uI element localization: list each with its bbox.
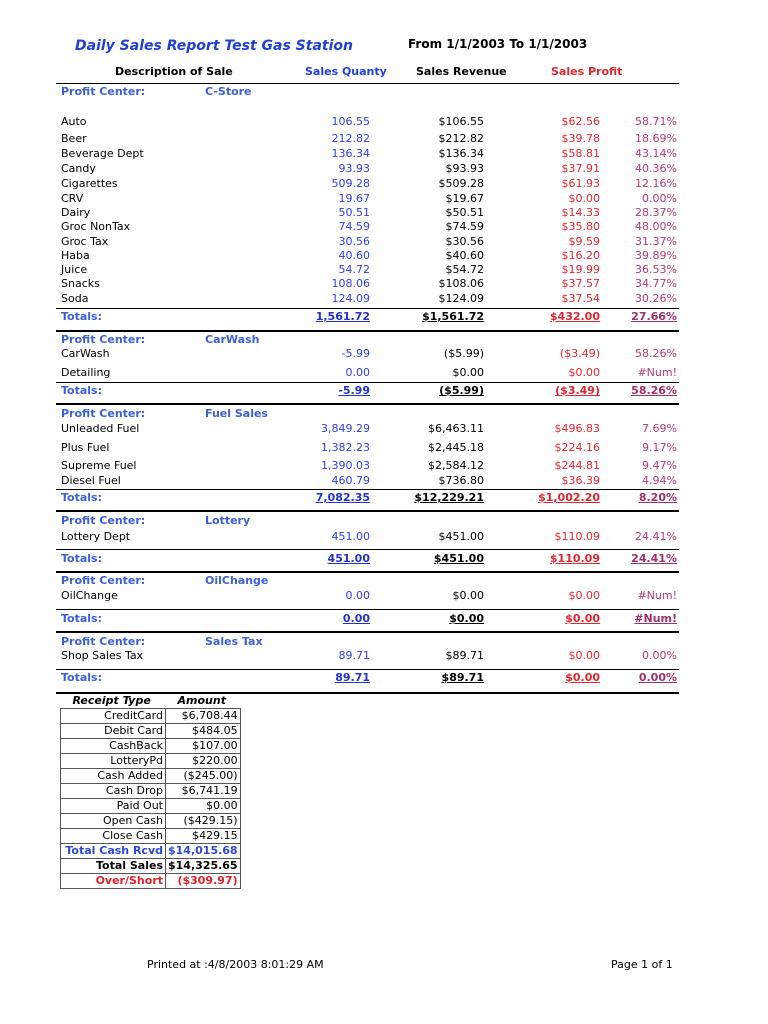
page-number: Page 1 of 1 [611, 958, 673, 971]
section-divider [56, 571, 679, 573]
totals-top-divider [56, 549, 679, 550]
sale-description: Groc NonTax [61, 220, 131, 233]
total-quantity: 451.00 [327, 552, 370, 565]
sales-quantity: 93.93 [338, 162, 370, 175]
sales-revenue: $6,463.11 [428, 422, 484, 435]
table-row [0, 263, 768, 277]
receipt-amount: ($245.00) [166, 769, 241, 784]
profit-percent: 39.89% [635, 249, 677, 262]
receipt-type: CreditCard [61, 709, 166, 724]
sales-quantity: 30.56 [338, 235, 370, 248]
profit-center-name: C-Store [205, 85, 252, 98]
sale-description: CRV [61, 192, 84, 205]
profit-percent: 58.26% [635, 347, 677, 360]
sales-profit: ($3.49) [559, 347, 600, 360]
receipt-row [61, 814, 241, 829]
sales-revenue: $124.09 [438, 292, 484, 305]
total-percent: 27.66% [631, 310, 677, 323]
profit-center-name: CarWash [205, 333, 260, 346]
sales-revenue: $0.00 [452, 589, 484, 602]
sales-profit: $224.16 [554, 441, 600, 454]
profit-center-row [0, 333, 768, 347]
receipt-row [61, 739, 241, 754]
sale-description: Cigarettes [61, 177, 118, 190]
total-cash-received-label: Total Cash Rcvd [61, 844, 166, 859]
section-divider [56, 510, 679, 512]
profit-center-row [0, 574, 768, 588]
sale-description: Haba [61, 249, 90, 262]
date-range: From 1/1/2003 To 1/1/2003 [408, 37, 588, 51]
total-percent: 0.00% [638, 671, 677, 684]
total-revenue: $89.71 [441, 671, 484, 684]
receipt-amount: $0.00 [166, 799, 241, 814]
total-profit: $432.00 [549, 310, 600, 323]
profit-center-label: Profit Center: [61, 333, 146, 346]
sales-quantity: 89.71 [338, 649, 370, 662]
table-row [0, 235, 768, 249]
sales-quantity: 136.34 [331, 147, 370, 160]
profit-center-row [0, 635, 768, 649]
totals-top-divider [56, 308, 679, 309]
table-row [0, 249, 768, 263]
total-percent: #Num! [634, 612, 677, 625]
profit-percent: 9.47% [642, 459, 677, 472]
sales-quantity: 74.59 [338, 220, 370, 233]
table-row [0, 474, 768, 488]
profit-center-label: Profit Center: [61, 635, 146, 648]
sale-description: Unleaded Fuel [61, 422, 140, 435]
table-row [0, 177, 768, 191]
receipt-row [61, 769, 241, 784]
sale-description: Lottery Dept [61, 530, 131, 543]
table-row [0, 132, 768, 146]
total-profit: $0.00 [565, 671, 600, 684]
section-divider [56, 330, 679, 332]
table-row [0, 115, 768, 129]
sales-profit: $62.56 [561, 115, 600, 128]
sales-profit: $61.93 [561, 177, 600, 190]
sales-quantity: 54.72 [338, 263, 370, 276]
sale-description: Beverage Dept [61, 147, 144, 160]
totals-top-divider [56, 609, 679, 610]
table-row [0, 366, 768, 380]
sales-revenue: $40.60 [445, 249, 484, 262]
printed-timestamp: Printed at :4/8/2003 8:01:29 AM [147, 958, 324, 971]
sales-quantity: 451.00 [331, 530, 370, 543]
table-row [0, 277, 768, 291]
sales-revenue: $106.55 [438, 115, 484, 128]
sales-quantity: 1,390.03 [321, 459, 370, 472]
sales-quantity: 0.00 [345, 366, 370, 379]
total-quantity: 89.71 [335, 671, 370, 684]
sale-description: Dairy [61, 206, 91, 219]
table-row [0, 147, 768, 161]
col-header-description: Description of Sale [115, 65, 233, 78]
col-header-revenue: Sales Revenue [416, 65, 507, 78]
profit-percent: 18.69% [635, 132, 677, 145]
sales-profit: $0.00 [568, 366, 600, 379]
over-short-label: Over/Short [61, 874, 166, 889]
sale-description: Snacks [61, 277, 100, 290]
receipt-row [61, 799, 241, 814]
sales-profit: $0.00 [568, 192, 600, 205]
profit-percent: 31.37% [635, 235, 677, 248]
profit-percent: 58.71% [635, 115, 677, 128]
profit-percent: 48.00% [635, 220, 677, 233]
sales-profit: $16.20 [561, 249, 600, 262]
sales-revenue: $212.82 [438, 132, 484, 145]
profit-percent: 7.69% [642, 422, 677, 435]
total-cash-received-row [61, 844, 241, 859]
totals-label: Totals: [61, 612, 102, 625]
sale-description: Juice [61, 263, 88, 276]
receipt-amount: $6,708.44 [166, 709, 241, 724]
receipt-amount: $484.05 [166, 724, 241, 739]
receipt-amount: $107.00 [166, 739, 241, 754]
report-title: Daily Sales Report Test Gas Station [75, 38, 353, 54]
sale-description: Beer [61, 132, 87, 145]
profit-center-label: Profit Center: [61, 514, 146, 527]
sales-revenue: $451.00 [438, 530, 484, 543]
sales-profit: $19.99 [561, 263, 600, 276]
totals-label: Totals: [61, 671, 102, 684]
total-profit: ($3.49) [555, 384, 600, 397]
receipt-table [60, 694, 241, 889]
sales-revenue: $93.93 [445, 162, 484, 175]
profit-center-row [0, 407, 768, 421]
profit-percent: 9.17% [642, 441, 677, 454]
sales-profit: $244.81 [554, 459, 600, 472]
table-row [0, 206, 768, 220]
sales-quantity: 50.51 [338, 206, 370, 219]
sales-quantity: 509.28 [331, 177, 370, 190]
sales-quantity: 3,849.29 [321, 422, 370, 435]
receipt-type: Paid Out [61, 799, 166, 814]
sales-revenue: $54.72 [445, 263, 484, 276]
sales-quantity: 1,382.23 [321, 441, 370, 454]
sales-quantity: -5.99 [341, 347, 370, 360]
profit-center-name: Sales Tax [205, 635, 263, 648]
sales-quantity: 106.55 [331, 115, 370, 128]
profit-center-label: Profit Center: [61, 574, 146, 587]
receipt-amount: $429.15 [166, 829, 241, 844]
table-row [0, 649, 768, 663]
profit-center-label: Profit Center: [61, 407, 146, 420]
profit-percent: #Num! [637, 589, 677, 602]
totals-row [0, 612, 768, 626]
sale-description: Diesel Fuel [61, 474, 121, 487]
receipt-amount: $6,741.19 [166, 784, 241, 799]
receipt-row [61, 829, 241, 844]
profit-percent: 34.77% [635, 277, 677, 290]
totals-row [0, 552, 768, 566]
total-revenue: $0.00 [449, 612, 484, 625]
totals-top-divider [56, 669, 679, 670]
profit-percent: 28.37% [635, 206, 677, 219]
totals-label: Totals: [61, 552, 102, 565]
total-percent: 58.26% [631, 384, 677, 397]
sales-revenue: $19.67 [445, 192, 484, 205]
profit-percent: 0.00% [642, 649, 677, 662]
table-row [0, 530, 768, 544]
profit-percent: #Num! [637, 366, 677, 379]
receipt-amount: ($429.15) [166, 814, 241, 829]
sales-revenue: $74.59 [445, 220, 484, 233]
table-row [0, 422, 768, 436]
profit-percent: 12.16% [635, 177, 677, 190]
total-revenue: $12,229.21 [414, 491, 484, 504]
receipt-type: Cash Added [61, 769, 166, 784]
table-row [0, 589, 768, 603]
totals-top-divider [56, 489, 679, 490]
sales-quantity: 108.06 [331, 277, 370, 290]
sales-revenue: $108.06 [438, 277, 484, 290]
sales-revenue: $136.34 [438, 147, 484, 160]
profit-center-row [0, 514, 768, 528]
profit-center-label: Profit Center: [61, 85, 146, 98]
table-row [0, 292, 768, 306]
receipt-type: CashBack [61, 739, 166, 754]
receipt-amount: $220.00 [166, 754, 241, 769]
profit-percent: 0.00% [642, 192, 677, 205]
total-revenue: $1,561.72 [422, 310, 484, 323]
totals-top-divider [56, 382, 679, 383]
totals-row [0, 310, 768, 324]
sale-description: Groc Tax [61, 235, 109, 248]
total-revenue: ($5.99) [439, 384, 484, 397]
sales-profit: $36.39 [561, 474, 600, 487]
profit-percent: 40.36% [635, 162, 677, 175]
table-row [0, 220, 768, 234]
sales-profit: $37.54 [561, 292, 600, 305]
sales-revenue: $736.80 [438, 474, 484, 487]
sales-quantity: 40.60 [338, 249, 370, 262]
profit-percent: 4.94% [642, 474, 677, 487]
totals-label: Totals: [61, 310, 102, 323]
receipt-col-type: Receipt Type [72, 694, 151, 707]
total-cash-received-amount: $14,015.68 [166, 844, 241, 859]
profit-percent: 24.41% [635, 530, 677, 543]
sales-profit: $496.83 [554, 422, 600, 435]
sales-profit: $14.33 [561, 206, 600, 219]
receipt-type: LotteryPd [61, 754, 166, 769]
profit-center-name: Fuel Sales [205, 407, 268, 420]
sale-description: Plus Fuel [61, 441, 110, 454]
sales-revenue: $0.00 [452, 366, 484, 379]
sales-revenue: $2,445.18 [428, 441, 484, 454]
sale-description: CarWash [61, 347, 110, 360]
receipt-row [61, 709, 241, 724]
table-row [0, 441, 768, 455]
sales-profit: $39.78 [561, 132, 600, 145]
sales-revenue: $50.51 [445, 206, 484, 219]
section-divider [56, 403, 679, 405]
total-quantity: 7,082.35 [315, 491, 370, 504]
totals-label: Totals: [61, 491, 102, 504]
sales-quantity: 460.79 [331, 474, 370, 487]
total-percent: 24.41% [631, 552, 677, 565]
sales-profit: $58.81 [561, 147, 600, 160]
sale-description: OilChange [61, 589, 118, 602]
receipt-col-amount: Amount [177, 694, 226, 707]
profit-percent: 30.26% [635, 292, 677, 305]
sale-description: Detailing [61, 366, 111, 379]
totals-row [0, 384, 768, 398]
total-sales-label: Total Sales [61, 859, 166, 874]
sales-profit: $35.80 [561, 220, 600, 233]
sales-profit: $0.00 [568, 649, 600, 662]
totals-row [0, 491, 768, 505]
sales-revenue: $89.71 [445, 649, 484, 662]
table-row [0, 347, 768, 361]
receipt-row [61, 754, 241, 769]
total-percent: 8.20% [638, 491, 677, 504]
receipt-type: Open Cash [61, 814, 166, 829]
totals-row [0, 671, 768, 685]
sales-quantity: 212.82 [331, 132, 370, 145]
receipt-type: Debit Card [61, 724, 166, 739]
sales-quantity: 19.67 [338, 192, 370, 205]
total-profit: $0.00 [565, 612, 600, 625]
total-quantity: -5.99 [338, 384, 370, 397]
sale-description: Candy [61, 162, 96, 175]
profit-center-name: Lottery [205, 514, 251, 527]
sales-revenue: $30.56 [445, 235, 484, 248]
total-profit: $1,002.20 [538, 491, 600, 504]
table-row [0, 459, 768, 473]
sales-quantity: 124.09 [331, 292, 370, 305]
sales-profit: $9.59 [568, 235, 600, 248]
total-quantity: 0.00 [342, 612, 370, 625]
sales-revenue: $509.28 [438, 177, 484, 190]
sales-revenue: ($5.99) [443, 347, 484, 360]
header-divider [56, 83, 679, 84]
col-header-profit: Sales Profit [551, 65, 623, 78]
over-short-row [61, 874, 241, 889]
total-sales-row [61, 859, 241, 874]
sales-quantity: 0.00 [345, 589, 370, 602]
sales-revenue: $2,584.12 [428, 459, 484, 472]
sales-profit: $0.00 [568, 589, 600, 602]
total-profit: $110.09 [549, 552, 600, 565]
sale-description: Shop Sales Tax [61, 649, 144, 662]
col-header-quantity: Sales Quanty [305, 65, 387, 78]
profit-center-name: OilChange [205, 574, 269, 587]
table-row [0, 192, 768, 206]
table-row [0, 162, 768, 176]
totals-label: Totals: [61, 384, 102, 397]
sales-profit: $37.91 [561, 162, 600, 175]
sales-profit: $110.09 [554, 530, 600, 543]
section-divider [56, 631, 679, 633]
sale-description: Soda [61, 292, 89, 305]
over-short-amount: ($309.97) [166, 874, 241, 889]
receipt-row [61, 724, 241, 739]
total-sales-amount: $14,325.65 [166, 859, 241, 874]
receipt-type: Cash Drop [61, 784, 166, 799]
receipt-type: Close Cash [61, 829, 166, 844]
total-quantity: 1,561.72 [315, 310, 370, 323]
sale-description: Supreme Fuel [61, 459, 137, 472]
profit-center-row [0, 85, 768, 99]
total-revenue: $451.00 [433, 552, 484, 565]
sale-description: Auto [61, 115, 87, 128]
sales-profit: $37.57 [561, 277, 600, 290]
profit-percent: 36.53% [635, 263, 677, 276]
receipt-row [61, 784, 241, 799]
profit-percent: 43.14% [635, 147, 677, 160]
